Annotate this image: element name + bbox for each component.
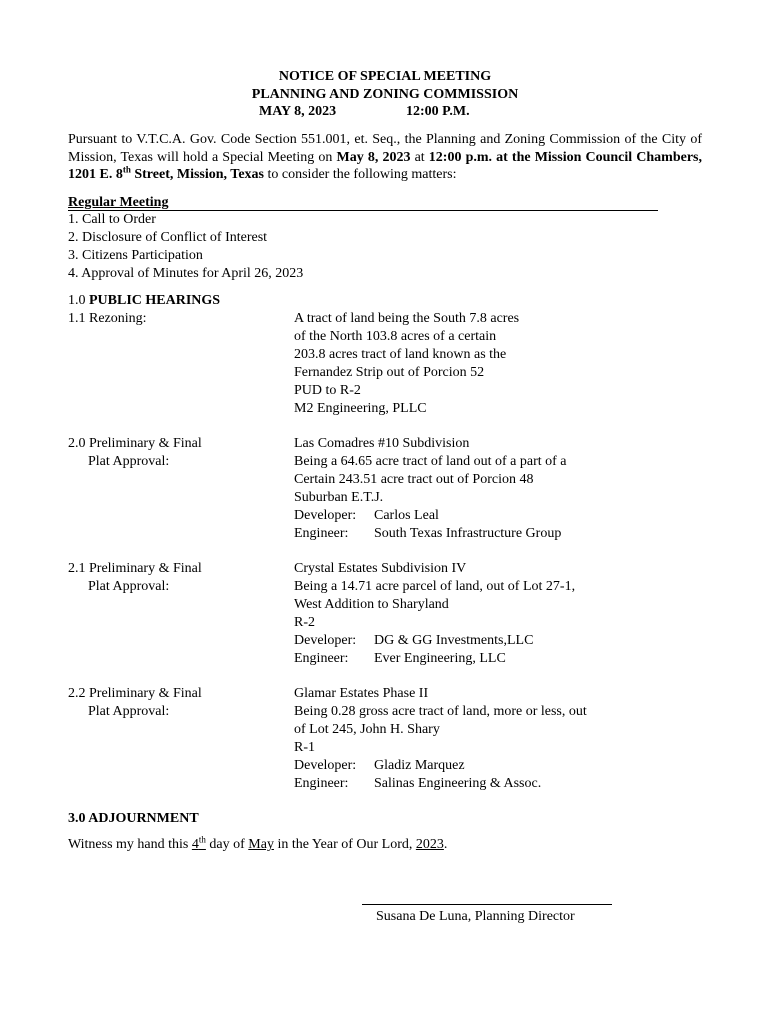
rezoning-details: [294, 310, 519, 418]
plat-label-line: 2.1 Preliminary & Final: [68, 561, 202, 576]
plat-label-line: Plat Approval:: [88, 579, 170, 594]
public-hearings-num: 1.0: [68, 293, 89, 308]
meeting-date-time: [0, 103, 770, 121]
intro-at: at: [410, 149, 429, 165]
list-item: 2. Disclosure of Conflict of Interest: [68, 230, 268, 245]
plat-label-line: 2.0 Preliminary & Final: [68, 436, 202, 451]
notice-title: NOTICE OF SPECIAL MEETING: [278, 69, 492, 84]
plat-engineer: [294, 525, 567, 543]
witness-text: in the Year of Our Lord,: [273, 837, 416, 852]
engineer-name: Ever Engineering, LLC: [374, 651, 506, 666]
plat-line: Glamar Estates Phase II: [294, 686, 429, 701]
engineer-label: Engineer:: [294, 651, 349, 666]
rezoning-label: 1.1 Rezoning:: [68, 311, 147, 326]
witness-text: Witness my hand this: [68, 837, 192, 852]
developer-label: Developer:: [294, 758, 357, 773]
plat-line: R-2: [294, 615, 315, 630]
engineer-name: South Texas Infrastructure Group: [374, 526, 562, 541]
plat-line: R-1: [294, 740, 315, 755]
plat-label-line: Plat Approval:: [88, 704, 170, 719]
plat-label: [68, 435, 202, 471]
witness-statement: [68, 836, 447, 854]
developer-name: DG & GG Investments,LLC: [374, 633, 534, 648]
rezoning-line: Fernandez Strip out of Porcion 52: [294, 365, 485, 380]
plat-details: [294, 560, 575, 668]
plat-line: Las Comadres #10 Subdivision: [294, 436, 470, 451]
plat-line: Crystal Estates Subdivision IV: [294, 561, 467, 576]
plat-label: [68, 685, 202, 721]
intro-date: May 8, 2023: [336, 149, 411, 165]
intro-text: Pursuant to V.T.C.A. Gov. Code Section 551.001, et. Seq., the Planning and Zoning Commission of the City of Mission, Texas will hold a Special Meeting on: [68, 132, 702, 165]
plat-line: Being 0.28 gross acre tract of land, more or less, out: [294, 704, 587, 719]
rezoning-line: M2 Engineering, PLLC: [294, 401, 427, 416]
plat-line: Certain 243.51 acre tract out of Porcion 48: [294, 472, 534, 487]
plat-details: [294, 435, 567, 543]
regular-meeting-label: Regular Meeting: [68, 195, 169, 210]
intro-street: Street, Mission, Texas: [130, 167, 264, 183]
agenda-list: [68, 211, 303, 283]
list-item: 1. Call to Order: [68, 212, 156, 227]
intro-sup: th: [122, 164, 131, 175]
signer-name: Susana De Luna, Planning Director: [376, 909, 575, 924]
public-hearings-title: [68, 292, 708, 310]
witness-day-sup: th: [198, 834, 206, 845]
plat-line: Suburban E.T.J.: [294, 490, 384, 505]
witness-text: day of: [205, 837, 249, 852]
adjournment-title: 3.0 ADJOURNMENT: [68, 811, 199, 826]
developer-label: Developer:: [294, 508, 357, 523]
plat-line: of Lot 245, John H. Shary: [294, 722, 440, 737]
plat-label-line: 2.2 Preliminary & Final: [68, 686, 202, 701]
list-item: 4. Approval of Minutes for April 26, 2023: [68, 266, 304, 281]
public-hearings-section: [68, 292, 708, 416]
witness-year: 2023: [415, 837, 444, 852]
public-hearings-label: PUBLIC HEARINGS: [89, 293, 221, 308]
plat-line: West Addition to Sharyland: [294, 597, 449, 612]
developer-name: Carlos Leal: [374, 508, 439, 523]
plat-developer: [294, 757, 587, 775]
list-item: 3. Citizens Participation: [68, 248, 203, 263]
intro-time-place-text: 12:00 p.m. at the Mission Council Chambers, 1201 E. 8: [68, 149, 702, 183]
meeting-time: 12:00 P.M.: [406, 104, 470, 120]
engineer-name: Salinas Engineering & Assoc.: [374, 776, 542, 791]
plat-engineer: [294, 775, 587, 793]
rezoning-line: 203.8 acres tract of land known as the: [294, 347, 507, 362]
plat-details: [294, 685, 587, 793]
developer-name: Gladiz Marquez: [374, 758, 465, 773]
rezoning-line: A tract of land being the South 7.8 acres: [294, 311, 520, 326]
engineer-label: Engineer:: [294, 526, 349, 541]
meeting-date: MAY 8, 2023: [259, 104, 337, 120]
witness-month: May: [248, 837, 274, 852]
regular-meeting-title: [68, 194, 658, 211]
plat-label-line: Plat Approval:: [88, 454, 170, 469]
commission-name: PLANNING AND ZONING COMMISSION: [251, 86, 519, 102]
notice-header: [0, 68, 770, 121]
rezoning-line: PUD to R-2: [294, 383, 361, 398]
intro-end: to consider the following matters:: [264, 167, 457, 183]
signature-line: [362, 904, 612, 905]
intro-paragraph: [68, 131, 702, 184]
plat-developer: [294, 632, 575, 650]
plat-line: Being a 14.71 acre parcel of land, out of Lot 27-1,: [294, 579, 576, 594]
developer-label: Developer:: [294, 633, 357, 648]
witness-day-num: 4: [191, 837, 199, 852]
rezoning-line: of the North 103.8 acres of a certain: [294, 329, 497, 344]
witness-text: .: [443, 837, 448, 852]
plat-line: Being a 64.65 acre tract of land out of a part of a: [294, 454, 567, 469]
engineer-label: Engineer:: [294, 776, 349, 791]
plat-developer: [294, 507, 567, 525]
witness-day: [191, 834, 206, 852]
plat-engineer: [294, 650, 575, 668]
plat-label: [68, 560, 202, 596]
